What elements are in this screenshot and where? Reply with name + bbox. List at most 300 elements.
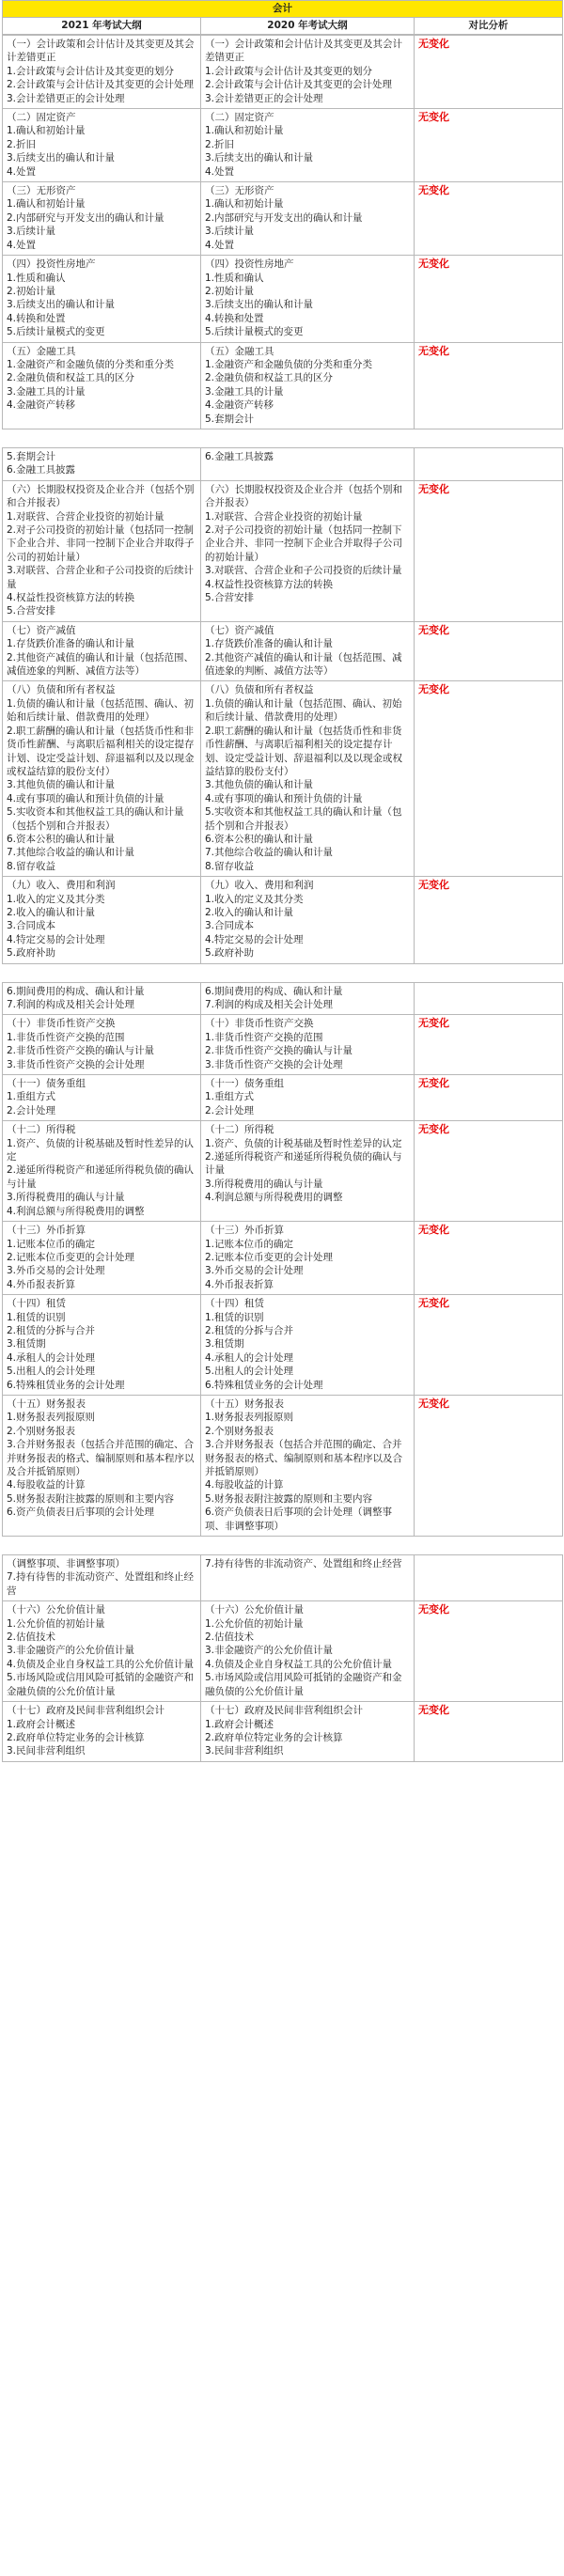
table-row	[3, 1395, 563, 1536]
syllabus-item: 3.金融工具的计量	[205, 385, 284, 398]
table-row	[3, 342, 563, 429]
syllabus-item: 4.外币报表折算	[205, 1278, 274, 1290]
comparison-table-segment	[2, 447, 563, 964]
cell-2021	[3, 1075, 201, 1121]
syllabus-item: 1.性质和确认	[205, 272, 264, 284]
syllabus-item: 1.记账本位币的确定	[7, 1238, 96, 1250]
syllabus-item: 5.后续计量模式的变更	[7, 326, 105, 338]
syllabus-item: 3.所得税费用的确认与计量	[7, 1192, 125, 1204]
syllabus-item: 5.财务报表附注披露的原则和主要内容	[205, 1492, 373, 1505]
change-status: 无变化	[418, 482, 449, 495]
syllabus-item: （十七）政府及民间非营利组织会计	[205, 1705, 363, 1717]
syllabus-item: 4.特定交易的会计处理	[7, 933, 105, 945]
syllabus-item: 2.其他资产减值的确认和计量（包括范围、减值迹象的判断、减值方法等）	[7, 651, 195, 678]
cell-2021	[3, 1395, 201, 1536]
syllabus-item: 1.负债的确认和计量（包括范围、确认、初始和后续计量、借款费用的处理）	[205, 697, 402, 724]
syllabus-item: 2.政府单位特定业务的会计核算	[205, 1731, 343, 1743]
syllabus-item: 6.期间费用的构成、确认和计量	[205, 985, 343, 997]
cell-compare	[415, 36, 563, 109]
change-status: 无变化	[418, 623, 449, 636]
change-status: 无变化	[418, 111, 449, 124]
syllabus-item: 6.期间费用的构成、确认和计量	[7, 985, 145, 997]
syllabus-item: （十四）租赁	[205, 1298, 264, 1310]
syllabus-item: 7.持有待售的非流动资产、处置组和终止经营	[7, 1571, 195, 1597]
syllabus-item: 4.转换和处置	[7, 312, 66, 324]
cell-2020	[201, 109, 415, 182]
syllabus-item: 6.特殊租赁业务的会计处理	[7, 1379, 125, 1391]
header-2021: 2021 年考试大纲	[3, 18, 201, 35]
syllabus-item: 3.合并财务报表（包括合并范围的确定、合并财务报表的格式、编制原则和基本程序以及合并抵销原则）	[205, 1439, 402, 1477]
cell-2020	[201, 480, 415, 621]
syllabus-item: 5.出租人的会计处理	[205, 1366, 294, 1378]
syllabus-item: （十六）公允价值计量	[205, 1604, 304, 1616]
syllabus-item: 1.会计政策与会计估计及其变更的划分	[205, 65, 373, 77]
change-status: 无变化	[418, 344, 449, 357]
syllabus-item: 1.会计政策与会计估计及其变更的划分	[7, 65, 175, 77]
syllabus-item: 3.合同成本	[7, 920, 56, 932]
syllabus-item: （三）无形资产	[205, 185, 274, 197]
syllabus-item: 2.初始计量	[205, 285, 255, 297]
syllabus-item: 2.会计政策与会计估计及其变更的会计处理	[205, 79, 393, 91]
change-status: 无变化	[418, 38, 449, 50]
syllabus-item: （三）无形资产	[7, 185, 76, 197]
table-row	[3, 1555, 563, 1601]
table-row	[3, 182, 563, 256]
syllabus-item: 2.初始计量	[7, 285, 56, 297]
syllabus-item: 1.存货跌价准备的确认和计量	[205, 638, 334, 650]
table-row	[3, 1015, 563, 1075]
cell-2020	[201, 1075, 415, 1121]
syllabus-item: 2.折旧	[7, 138, 37, 150]
change-status: 无变化	[418, 1297, 449, 1310]
change-status: 无变化	[418, 683, 449, 696]
syllabus-item: 1.性质和确认	[7, 272, 66, 284]
cell-2021	[3, 1121, 201, 1222]
syllabus-item: （九）收入、费用和利润	[205, 880, 314, 892]
syllabus-item: 1.确认和初始计量	[205, 198, 284, 211]
syllabus-item: 3.非货币性资产交换的会计处理	[7, 1058, 145, 1070]
cell-compare	[415, 982, 563, 1015]
cell-2020	[201, 256, 415, 342]
syllabus-item: 1.存货跌价准备的确认和计量	[7, 638, 135, 650]
cell-2021	[3, 342, 201, 429]
syllabus-item: （十五）财务报表	[205, 1397, 284, 1410]
cell-2020	[201, 1015, 415, 1075]
change-status: 无变化	[418, 1704, 449, 1717]
syllabus-item: 1.财务报表列报原则	[7, 1412, 96, 1424]
cell-2020	[201, 982, 415, 1015]
syllabus-item: 1.租赁的识别	[7, 1311, 66, 1323]
cell-2021	[3, 1222, 201, 1295]
syllabus-item: 3.外币交易的会计处理	[7, 1265, 105, 1277]
syllabus-item: 5.实收资本和其他权益工具的确认和计量（包括个别和合并报表）	[7, 806, 184, 832]
cell-compare	[415, 621, 563, 681]
cell-compare	[415, 1015, 563, 1075]
syllabus-item: 3.后续支出的确认和计量	[7, 299, 116, 311]
syllabus-item: 5.实收资本和其他权益工具的确认和计量（包括个别和合并报表）	[205, 806, 402, 832]
syllabus-item: 4.承租人的会计处理	[205, 1351, 294, 1364]
syllabus-item: 2.递延所得税资产和递延所得税负债的确认与计量	[7, 1164, 195, 1190]
syllabus-item: 2.个别财务报表	[7, 1425, 76, 1437]
syllabus-item: 1.非货币性资产交换的范围	[205, 1031, 323, 1043]
cell-2020	[201, 621, 415, 681]
syllabus-item: （五）金融工具	[7, 345, 76, 357]
cell-2020	[201, 447, 415, 480]
syllabus-item: 4.或有事项的确认和预计负债的计量	[7, 792, 164, 804]
syllabus-item: 6.特殊租赁业务的会计处理	[205, 1379, 323, 1391]
syllabus-item: 1.重组方式	[7, 1091, 56, 1103]
comparison-table-segment	[2, 982, 563, 1537]
change-status: 无变化	[418, 258, 449, 271]
syllabus-item: 3.合并财务报表（包括合并范围的确定、合并财务报表的格式、编制原则和基本程序以及合并抵销原则）	[7, 1439, 195, 1477]
syllabus-item: 3.对联营、合营企业和子公司投资的后续计量	[205, 565, 402, 577]
syllabus-item: （十一）债务重组	[7, 1078, 86, 1090]
syllabus-item: 3.会计差错更正的会计处理	[205, 92, 323, 104]
syllabus-item: 2.内部研究与开发支出的确认和计量	[205, 211, 363, 224]
cell-2020	[201, 342, 415, 429]
syllabus-item: 1.资产、负债的计税基础及暂时性差异的认定	[205, 1137, 402, 1149]
cell-2021	[3, 182, 201, 256]
syllabus-item: 6.资本公积的确认和计量	[205, 833, 314, 845]
syllabus-item: 6.资本公积的确认和计量	[7, 833, 116, 845]
syllabus-item: 2.折旧	[205, 138, 235, 150]
syllabus-item: （十）非货币性资产交换	[205, 1018, 314, 1030]
syllabus-item: 5.出租人的会计处理	[7, 1366, 96, 1378]
syllabus-item: 6.金融工具披露	[7, 464, 76, 476]
syllabus-item: （十二）所得税	[7, 1124, 76, 1136]
syllabus-item: （七）资产减值	[7, 624, 76, 636]
cell-2021	[3, 1702, 201, 1762]
syllabus-item: 6.金融工具披露	[205, 450, 274, 462]
table-row	[3, 621, 563, 681]
cell-2020	[201, 1555, 415, 1601]
syllabus-item: 1.记账本位币的确定	[205, 1238, 294, 1250]
syllabus-item: 4.负债及企业自身权益工具的公允价值计量	[205, 1658, 393, 1670]
cell-2020	[201, 1395, 415, 1536]
syllabus-item: 3.其他负债的确认和计量	[205, 779, 314, 791]
syllabus-item: （十三）外币折算	[205, 1225, 284, 1237]
syllabus-item: 1.确认和初始计量	[7, 125, 86, 137]
syllabus-item: 2.金融负债和权益工具的区分	[205, 372, 334, 384]
syllabus-item: 1.确认和初始计量	[205, 125, 284, 137]
syllabus-item: 4.或有事项的确认和预计负债的计量	[205, 792, 363, 804]
syllabus-item: 3.后续计量	[7, 226, 56, 238]
table-row	[3, 877, 563, 963]
table-title: 会计	[3, 1, 563, 18]
syllabus-item: 2.政府单位特定业务的会计核算	[7, 1731, 145, 1743]
cell-2020	[201, 182, 415, 256]
change-status: 无变化	[418, 1397, 449, 1410]
syllabus-item: （十三）外币折算	[7, 1225, 86, 1237]
syllabus-item: 3.金融工具的计量	[7, 385, 86, 398]
syllabus-item: 2.记账本位币变更的会计处理	[7, 1251, 135, 1263]
syllabus-item: 3.合同成本	[205, 920, 255, 932]
cell-2021	[3, 877, 201, 963]
cell-compare	[415, 1601, 563, 1702]
cell-compare	[415, 256, 563, 342]
syllabus-item: 1.收入的定义及其分类	[205, 893, 304, 905]
cell-compare	[415, 877, 563, 963]
cell-compare	[415, 109, 563, 182]
syllabus-item: 2.估值技术	[7, 1631, 56, 1644]
comparison-table-segment	[2, 1554, 563, 1762]
syllabus-item: 4.利润总额与所得税费用的调整	[7, 1205, 145, 1217]
syllabus-item: 1.对联营、合营企业投资的初始计量	[7, 510, 164, 523]
syllabus-item: （十）非货币性资产交换	[7, 1018, 116, 1030]
table-row	[3, 982, 563, 1015]
syllabus-item: （六）长期股权投资及企业合并（包括个别和合并报表）	[7, 483, 195, 509]
table-row	[3, 681, 563, 877]
syllabus-item: 4.外币报表折算	[7, 1278, 76, 1290]
cell-compare	[415, 681, 563, 877]
syllabus-item: 1.政府会计概述	[7, 1718, 76, 1730]
syllabus-item: 4.每股收益的计算	[7, 1479, 86, 1491]
table-row	[3, 1601, 563, 1702]
syllabus-item: 2.会计政策与会计估计及其变更的会计处理	[7, 79, 195, 91]
syllabus-item: 2.职工薪酬的确认和计量（包括货币性和非货币性薪酬、与离职后福利相关的设定提存计划、设定受益计划、辞退福利以及以现金或权益结算的股份支付）	[7, 725, 195, 777]
table-row	[3, 109, 563, 182]
table-row	[3, 36, 563, 109]
cell-2020	[201, 681, 415, 877]
syllabus-item: 5.政府补助	[205, 947, 255, 960]
syllabus-item: 4.处置	[205, 239, 235, 251]
syllabus-item: 4.权益性投资核算方法的转换	[205, 578, 334, 590]
syllabus-item: 2.非货币性资产交换的确认与计量	[7, 1045, 155, 1057]
syllabus-item: （十四）租赁	[7, 1298, 66, 1310]
table-segments	[2, 35, 562, 1762]
table-row	[3, 480, 563, 621]
cell-2021	[3, 982, 201, 1015]
cell-2021	[3, 1555, 201, 1601]
syllabus-item: 2.租赁的分拆与合并	[205, 1324, 294, 1336]
syllabus-item: 2.对子公司投资的初始计量（包括同一控制下企业合并、非同一控制下企业合并取得子公司的初始计量）	[205, 524, 402, 563]
syllabus-item: 1.对联营、合营企业投资的初始计量	[205, 510, 363, 523]
syllabus-item: （十七）政府及民间非营利组织会计	[7, 1705, 164, 1717]
syllabus-item: 2.会计处理	[7, 1104, 56, 1116]
syllabus-item: 1.公允价值的初始计量	[205, 1617, 304, 1630]
table-row	[3, 447, 563, 480]
cell-compare	[415, 480, 563, 621]
syllabus-item: 4.负债及企业自身权益工具的公允价值计量	[7, 1658, 195, 1670]
syllabus-item: 2.其他资产减值的确认和计量（包括范围、减值迹象的判断、减值方法等）	[205, 651, 402, 678]
syllabus-item: 3.后续支出的确认和计量	[205, 152, 314, 164]
syllabus-item: 7.持有待售的非流动资产、处置组和终止经营	[205, 1558, 402, 1570]
cell-compare	[415, 182, 563, 256]
syllabus-item: 6.资产负债表日后事项的会计处理	[7, 1507, 155, 1519]
syllabus-item: 5.合营安排	[7, 605, 56, 617]
syllabus-item: 1.确认和初始计量	[7, 198, 86, 211]
change-status: 无变化	[418, 1603, 449, 1616]
syllabus-item: 2.对子公司投资的初始计量（包括同一控制下企业合并、非同一控制下企业合并取得子公司的初始计量）	[7, 524, 195, 563]
syllabus-item: 3.后续支出的确认和计量	[205, 299, 314, 311]
syllabus-item: （九）收入、费用和利润	[7, 880, 116, 892]
cell-2021	[3, 1601, 201, 1702]
table-row	[3, 1075, 563, 1121]
syllabus-item: 4.转换和处置	[205, 312, 264, 324]
syllabus-item: 3.对联营、合营企业和子公司投资的后续计量	[7, 565, 195, 590]
table-row	[3, 1121, 563, 1222]
page-break-gap	[2, 964, 562, 982]
cell-2021	[3, 256, 201, 342]
page-break-gap	[2, 1537, 562, 1554]
syllabus-item: 5.政府补助	[7, 947, 56, 960]
syllabus-item: （二）固定资产	[205, 112, 274, 124]
cell-compare	[415, 1702, 563, 1762]
syllabus-item: 5.市场风险或信用风险可抵销的金融资产和金融负债的公允价值计量	[205, 1672, 402, 1697]
change-status: 无变化	[418, 879, 449, 892]
syllabus-item: 1.金融资产和金融负债的分类和重分类	[205, 358, 373, 370]
cell-compare	[415, 1222, 563, 1295]
cell-2020	[201, 1295, 415, 1396]
syllabus-item: 3.所得税费用的确认与计量	[205, 1178, 323, 1190]
syllabus-item: 3.非金融资产的公允价值计量	[205, 1645, 334, 1657]
syllabus-item: 1.租赁的识别	[205, 1311, 264, 1323]
cell-compare	[415, 1395, 563, 1536]
cell-compare	[415, 447, 563, 480]
header-compare: 对比分析	[415, 18, 563, 35]
syllabus-item: 2.记账本位币变更的会计处理	[205, 1251, 334, 1263]
syllabus-item: 5.套期会计	[205, 413, 255, 425]
syllabus-item: 2.非货币性资产交换的确认与计量	[205, 1045, 353, 1057]
syllabus-item: （十五）财务报表	[7, 1397, 86, 1410]
syllabus-item: （一）会计政策和会计估计及其变更及其会计差错更正	[7, 39, 195, 64]
syllabus-item: 4.处置	[205, 165, 235, 178]
syllabus-item: 1.负债的确认和计量（包括范围、确认、初始和后续计量、借款费用的处理）	[7, 697, 195, 724]
cell-2020	[201, 1121, 415, 1222]
syllabus-item: 6.资产负债表日后事项的会计处理（调整事项、非调整事项）	[205, 1507, 393, 1532]
change-status: 无变化	[418, 1077, 449, 1090]
syllabus-item: 1.非货币性资产交换的范围	[7, 1031, 125, 1043]
syllabus-item: 1.公允价值的初始计量	[7, 1617, 105, 1630]
syllabus-item: 4.处置	[7, 165, 37, 178]
syllabus-item: 2.个别财务报表	[205, 1425, 274, 1437]
syllabus-item: 4.每股收益的计算	[205, 1479, 284, 1491]
cell-compare	[415, 1555, 563, 1601]
cell-2020	[201, 1601, 415, 1702]
syllabus-item: 1.收入的定义及其分类	[7, 893, 105, 905]
syllabus-item: 4.特定交易的会计处理	[205, 933, 304, 945]
syllabus-item: 2.会计处理	[205, 1104, 255, 1116]
syllabus-item: 5.后续计量模式的变更	[205, 326, 304, 338]
cell-compare	[415, 1295, 563, 1396]
syllabus-item: 3.后续计量	[205, 226, 255, 238]
syllabus-item: 3.租赁期	[7, 1338, 46, 1350]
syllabus-item: 7.其他综合收益的确认和计量	[7, 847, 135, 859]
syllabus-item: 4.金融资产转移	[205, 399, 274, 412]
syllabus-item: 4.承租人的会计处理	[7, 1351, 96, 1364]
syllabus-item: 3.后续支出的确认和计量	[7, 152, 116, 164]
syllabus-item: （五）金融工具	[205, 345, 274, 357]
syllabus-item: 8.留存收益	[7, 860, 56, 872]
syllabus-item: 7.利润的构成及相关会计处理	[205, 999, 334, 1010]
comparison-table-header	[2, 0, 563, 35]
syllabus-item: 5.套期会计	[7, 450, 56, 462]
syllabus-item: （四）投资性房地产	[205, 258, 294, 271]
syllabus-item: 4.权益性投资核算方法的转换	[7, 592, 135, 604]
syllabus-item: 1.金融资产和金融负债的分类和重分类	[7, 358, 175, 370]
page-break-gap	[2, 429, 562, 447]
cell-2020	[201, 36, 415, 109]
change-status: 无变化	[418, 1017, 449, 1030]
syllabus-item: 1.政府会计概述	[205, 1718, 274, 1730]
change-status: 无变化	[418, 1123, 449, 1136]
syllabus-item: 7.利润的构成及相关会计处理	[7, 999, 135, 1010]
syllabus-item: （一）会计政策和会计估计及其变更及其会计差错更正	[205, 39, 402, 64]
cell-2020	[201, 1222, 415, 1295]
table-row	[3, 1295, 563, 1396]
header-2020: 2020 年考试大纲	[201, 18, 415, 35]
syllabus-item: 3.其他负债的确认和计量	[7, 779, 116, 791]
cell-2021	[3, 1015, 201, 1075]
cell-2021	[3, 1295, 201, 1396]
syllabus-item: 2.收入的确认和计量	[7, 906, 96, 918]
syllabus-item: 2.租赁的分拆与合并	[7, 1324, 96, 1336]
cell-compare	[415, 342, 563, 429]
syllabus-item: 2.职工薪酬的确认和计量（包括货币性和非货币性薪酬、与离职后福利相关的设定提存计划、设定受益计划、辞退福利以及以现金或权益结算的股份支付）	[205, 725, 402, 777]
syllabus-item: （二）固定资产	[7, 112, 76, 124]
syllabus-item: 1.资产、负债的计税基础及暂时性差异的认定	[7, 1137, 195, 1163]
syllabus-item: （七）资产减值	[205, 624, 274, 636]
change-status: 无变化	[418, 184, 449, 197]
syllabus-item: （十六）公允价值计量	[7, 1604, 105, 1616]
table-row	[3, 256, 563, 342]
syllabus-item: 4.处置	[7, 239, 37, 251]
syllabus-item: （十一）债务重组	[205, 1078, 284, 1090]
syllabus-item: 3.租赁期	[205, 1338, 244, 1350]
syllabus-item: （六）长期股权投资及企业合并（包括个别和合并报表）	[205, 483, 402, 509]
table-row	[3, 1702, 563, 1762]
syllabus-item: 3.民间非营利组织	[7, 1745, 86, 1757]
syllabus-item: 4.利润总额与所得税费用的调整	[205, 1192, 343, 1204]
cell-2021	[3, 681, 201, 877]
cell-2020	[201, 1702, 415, 1762]
syllabus-item: 5.合营安排	[205, 592, 255, 604]
change-status: 无变化	[418, 1224, 449, 1237]
cell-compare	[415, 1075, 563, 1121]
syllabus-item: 2.估值技术	[205, 1631, 255, 1644]
cell-2021	[3, 447, 201, 480]
cell-2021	[3, 109, 201, 182]
syllabus-item: 2.内部研究与开发支出的确认和计量	[7, 211, 164, 224]
syllabus-item: 7.其他综合收益的确认和计量	[205, 847, 334, 859]
syllabus-item: （十二）所得税	[205, 1124, 274, 1136]
syllabus-item: 1.财务报表列报原则	[205, 1412, 294, 1424]
cell-2021	[3, 480, 201, 621]
syllabus-item: 5.财务报表附注披露的原则和主要内容	[7, 1492, 175, 1505]
syllabus-item: 8.留存收益	[205, 860, 255, 872]
syllabus-item: 3.民间非营利组织	[205, 1745, 284, 1757]
syllabus-item: 5.市场风险或信用风险可抵销的金融资产和金融负债的公允价值计量	[7, 1672, 195, 1697]
cell-2021	[3, 621, 201, 681]
syllabus-item: （八）负债和所有者权益	[7, 684, 116, 696]
syllabus-item: 3.非货币性资产交换的会计处理	[205, 1058, 343, 1070]
syllabus-item: 2.金融负债和权益工具的区分	[7, 372, 135, 384]
syllabus-item: 2.递延所得税资产和递延所得税负债的确认与计量	[205, 1151, 402, 1177]
cell-compare	[415, 1121, 563, 1222]
cell-2021	[3, 36, 201, 109]
syllabus-item: 1.重组方式	[205, 1091, 255, 1103]
cell-2020	[201, 877, 415, 963]
syllabus-item: 4.金融资产转移	[7, 399, 76, 412]
comparison-table-segment	[2, 35, 563, 429]
syllabus-item: （八）负债和所有者权益	[205, 684, 314, 696]
syllabus-item: 3.非金融资产的公允价值计量	[7, 1645, 135, 1657]
table-row	[3, 1222, 563, 1295]
syllabus-item: 3.会计差错更正的会计处理	[7, 92, 125, 104]
syllabus-item: 2.收入的确认和计量	[205, 906, 294, 918]
syllabus-item: （调整事项、非调整事项）	[7, 1558, 125, 1570]
syllabus-item: 3.外币交易的会计处理	[205, 1265, 304, 1277]
